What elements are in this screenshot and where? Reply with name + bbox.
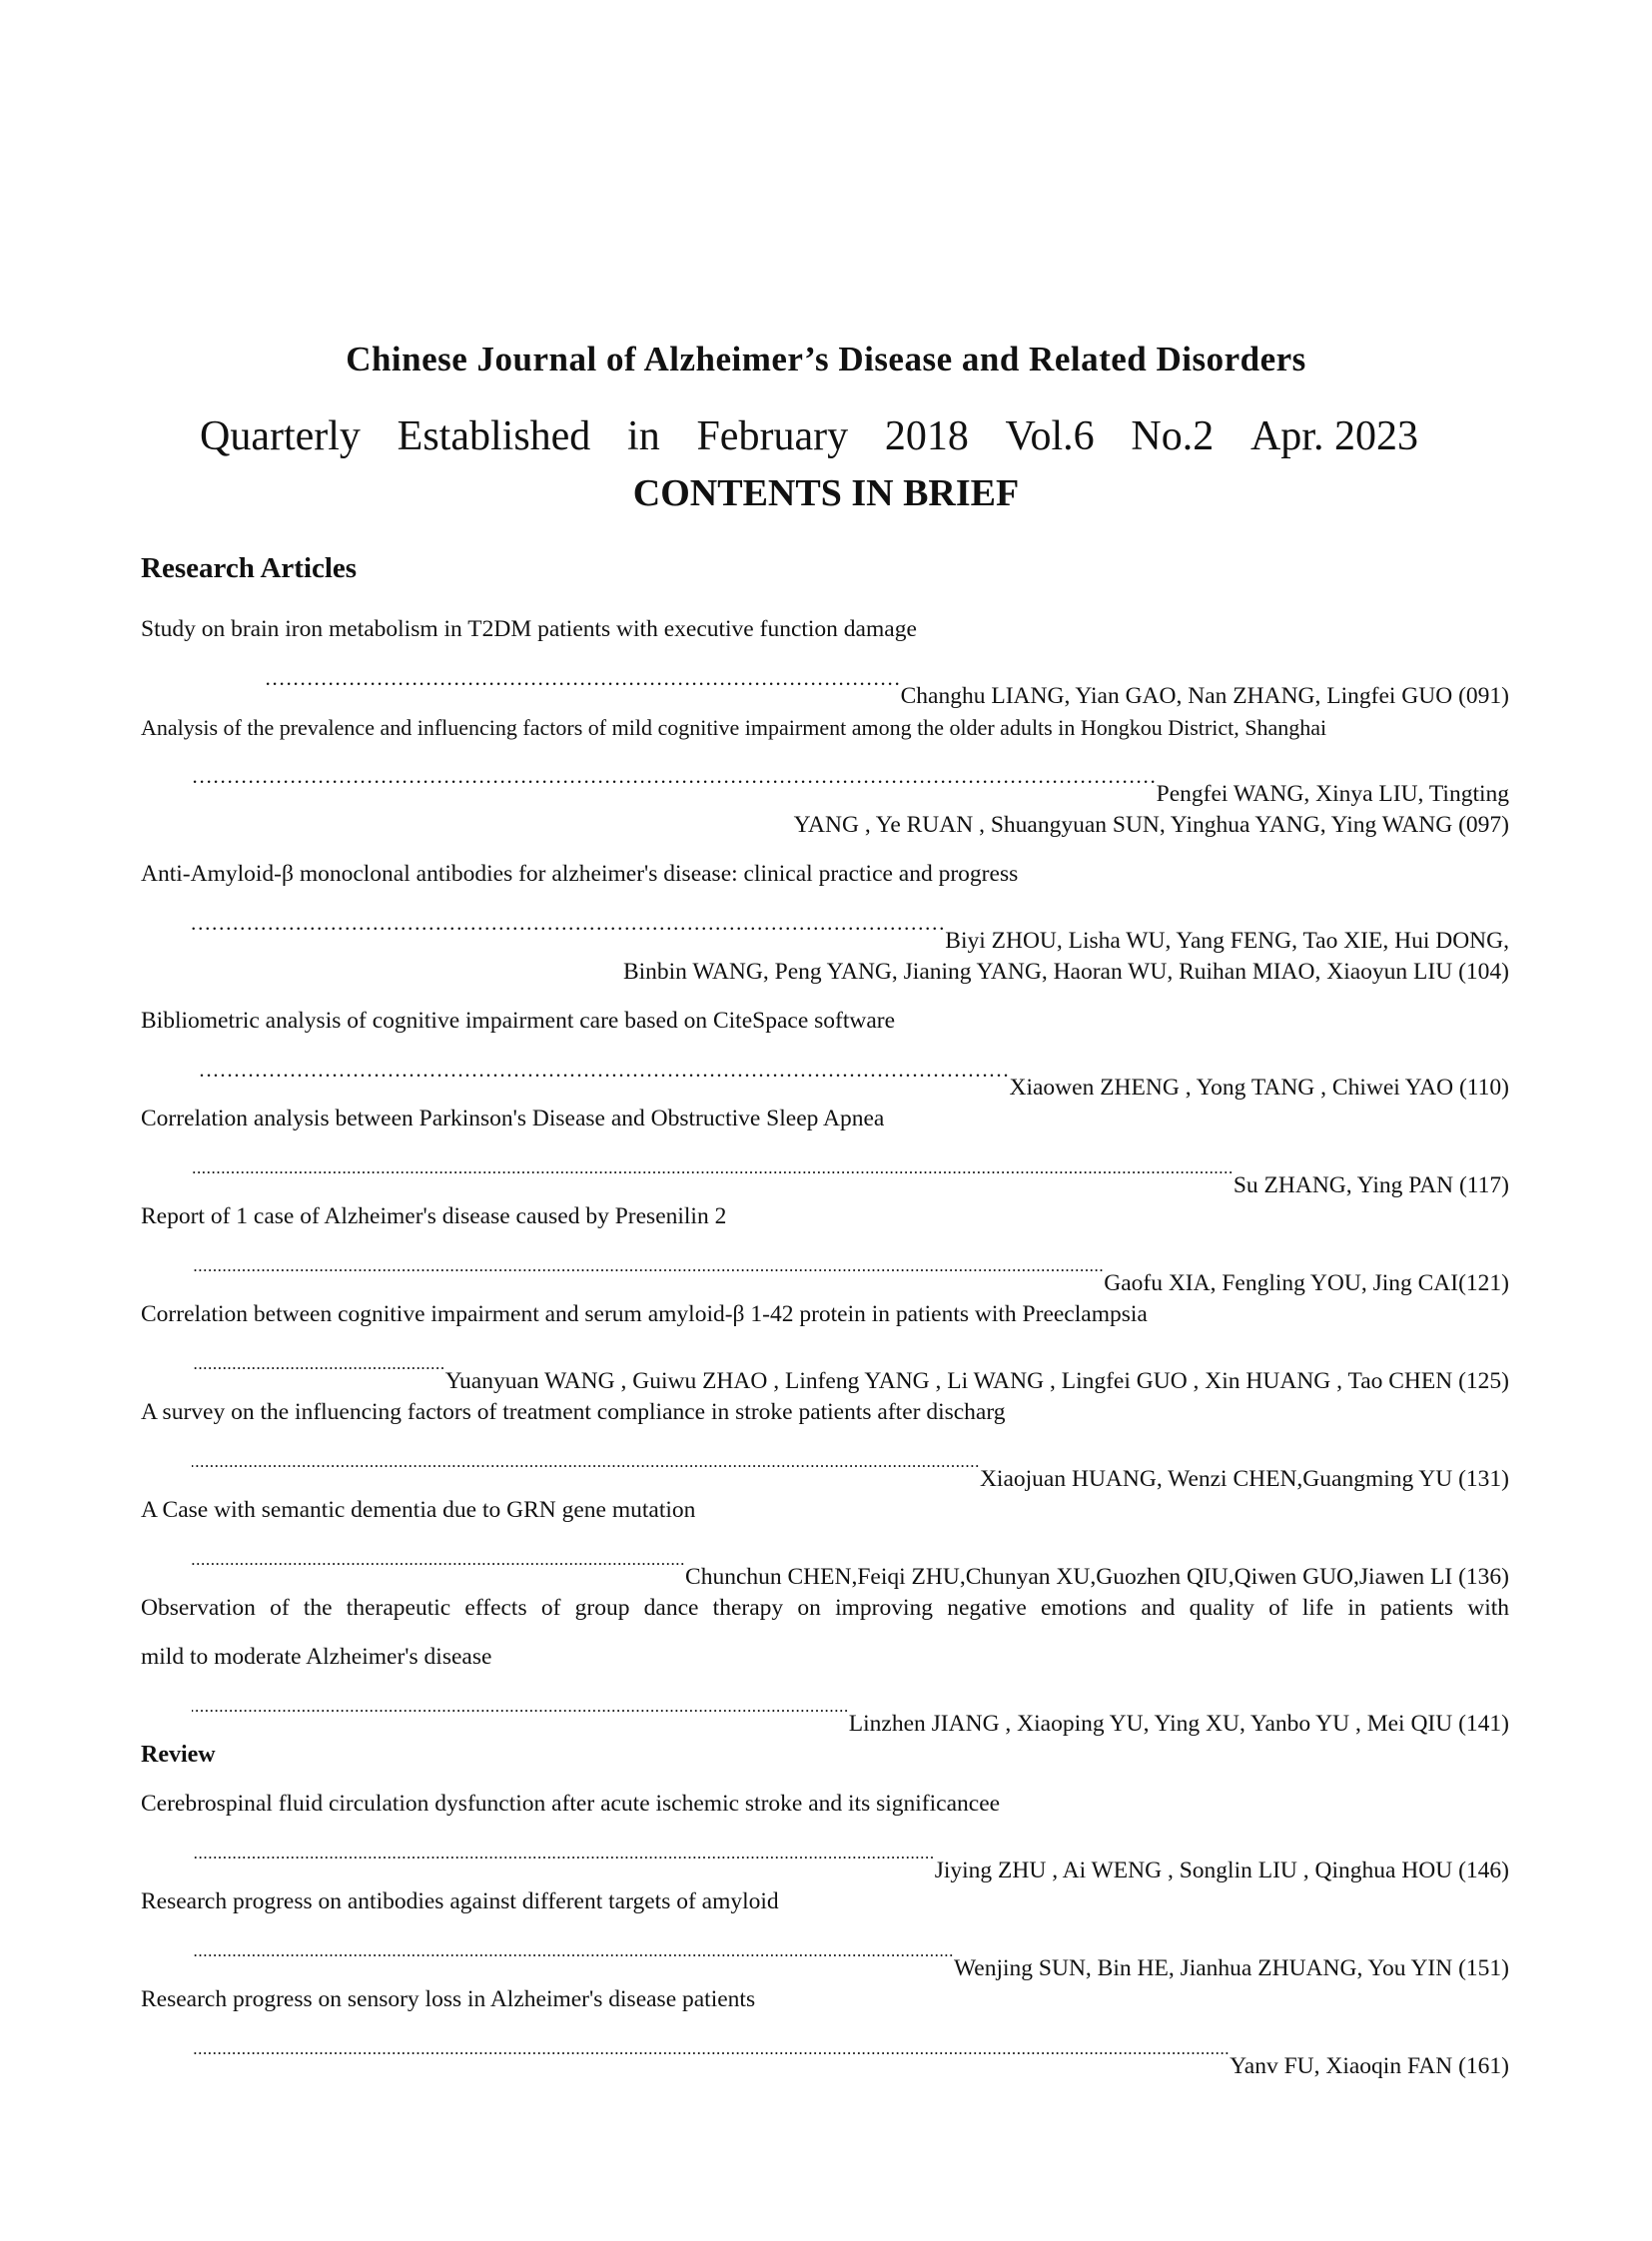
dot-leader: [192, 1926, 954, 1975]
dot-leader: [192, 899, 945, 948]
dot-leader: [192, 752, 1157, 801]
article-authors-row: [141, 1437, 1509, 1492]
issue-established: Established: [397, 413, 591, 459]
article-authors: Yanv FU, Xiaoqin FAN (161): [1230, 2053, 1509, 2079]
dot-leader: [192, 1143, 1234, 1192]
article-authors: Chunchun CHEN,Feiqi ZHU,Chunyan XU,Guozhen QIU,Qiwen GUO,Jiawen LI (136): [685, 1564, 1509, 1590]
article-authors: Xiaowen ZHENG , Yong TANG , Chiwei YAO (110): [1009, 1075, 1509, 1101]
article-authors-row: [141, 1926, 1509, 1981]
article-authors: Su ZHANG, Ying PAN (117): [1233, 1172, 1509, 1198]
article-authors-row: [141, 654, 1509, 709]
dot-leader: [192, 1241, 1104, 1290]
article-authors-row: [141, 2024, 1509, 2079]
article-authors: Changhu LIANG, Yian GAO, Nan ZHANG, Lingfei GUO (091): [900, 683, 1509, 709]
article-title[interactable]: Report of 1 case of Alzheimer's disease caused by Presenilin 2: [141, 1203, 727, 1229]
article-authors: Gaofu XIA, Fengling YOU, Jing CAI(121): [1104, 1270, 1509, 1296]
article-authors-continued: Binbin WANG, Peng YANG, Jianing YANG, Haoran WU, Ruihan MIAO, Xiaoyun LIU (104): [622, 959, 1509, 985]
article-authors: Jiying ZHU , Ai WENG , Songlin LIU , Qinghua HOU (146): [934, 1858, 1509, 1883]
article-authors-row: [141, 1046, 1509, 1101]
dot-leader: [265, 654, 901, 703]
dot-leader: [192, 1682, 849, 1731]
article-authors-row: [141, 1339, 1509, 1394]
issue-frequency: Quarterly: [200, 413, 361, 459]
contents-title: CONTENTS IN BRIEF: [632, 472, 1020, 514]
article-authors-row: [141, 1829, 1509, 1883]
section-heading-review: Review: [141, 1742, 216, 1768]
dot-leader: [192, 2024, 1230, 2073]
dot-leader: [192, 1437, 980, 1486]
article-title[interactable]: Research progress on antibodies against different targets of amyloid: [141, 1888, 779, 1914]
issue-in: in: [627, 413, 660, 459]
article-authors-row: [141, 1143, 1509, 1198]
article-authors-row: [141, 752, 1509, 807]
journal-title: Chinese Journal of Alzheimer’s Disease and Related Disorders: [346, 340, 1306, 378]
article-authors: Yuanyuan WANG , Guiwu ZHAO , Linfeng YANG , Li WANG , Lingfei GUO , Xin HUANG , Tao CHEN (125): [444, 1368, 1509, 1394]
dot-leader: [199, 1046, 1009, 1095]
article-title[interactable]: Study on brain iron metabolism in T2DM patients with executive function damage: [141, 616, 917, 642]
article-authors: Wenjing SUN, Bin HE, Jianhua ZHUANG, You YIN (151): [954, 1955, 1509, 1981]
article-authors-row: [141, 899, 1509, 954]
article-title[interactable]: Correlation between cognitive impairment and serum amyloid-β 1-42 protein in patients with Preeclampsia: [141, 1301, 1148, 1327]
article-authors-row: [141, 1241, 1509, 1296]
section-heading-research: Research Articles: [141, 552, 358, 584]
article-authors: Pengfei WANG, Xinya LIU, Tingting: [1156, 781, 1509, 807]
table-of-contents: [141, 547, 1509, 2079]
article-authors-continued: YANG , Ye RUAN , Shuangyuan SUN, Yinghua YANG, Ying WANG (097): [793, 812, 1509, 838]
article-title[interactable]: Research progress on sensory loss in Alzheimer's disease patients: [141, 1986, 756, 2012]
dot-leader: [192, 1829, 935, 1877]
article-title[interactable]: Bibliometric analysis of cognitive impairment care based on CiteSpace software: [141, 1008, 896, 1034]
issue-line: [200, 412, 1418, 460]
dot-leader: [192, 1339, 445, 1388]
issue-month: February: [696, 413, 849, 459]
article-title[interactable]: Analysis of the prevalence and influencing factors of mild cognitive impairment among the older adults in Hongkou District, Shanghai: [141, 715, 1327, 740]
article-authors: Linzhen JIANG , Xiaoping YU, Ying XU, Yanbo YU , Mei QIU (141): [848, 1711, 1509, 1737]
article-authors: Xiaojuan HUANG, Wenzi CHEN,Guangming YU (131): [979, 1466, 1509, 1492]
article-title[interactable]: Observation of the therapeutic effects of group dance therapy on improving negative emotions and quality of life in patients with: [141, 1595, 1509, 1621]
article-title[interactable]: Correlation analysis between Parkinson's Disease and Obstructive Sleep Apnea: [141, 1106, 885, 1131]
article-authors: Biyi ZHOU, Lisha WU, Yang FENG, Tao XIE, Hui DONG,: [945, 928, 1509, 954]
issue-date: Apr. 2023: [1249, 413, 1418, 459]
article-title[interactable]: A Case with semantic dementia due to GRN gene mutation: [141, 1497, 696, 1523]
dot-leader: [192, 1535, 685, 1584]
article-title-continued[interactable]: mild to moderate Alzheimer's disease: [141, 1644, 492, 1670]
article-title[interactable]: Anti-Amyloid-β monoclonal antibodies for alzheimer's disease: clinical practice and progress: [141, 861, 1019, 887]
issue-year: 2018: [884, 413, 969, 459]
article-title[interactable]: A survey on the influencing factors of treatment compliance in stroke patients after discharg: [141, 1399, 1006, 1425]
article-authors-row: [141, 1682, 1509, 1737]
article-authors-row: [141, 1535, 1509, 1590]
issue-number: No.2: [1131, 413, 1215, 459]
article-title[interactable]: Cerebrospinal fluid circulation dysfunction after acute ischemic stroke and its significancee: [141, 1791, 1001, 1817]
issue-volume: Vol.6: [1005, 413, 1095, 459]
